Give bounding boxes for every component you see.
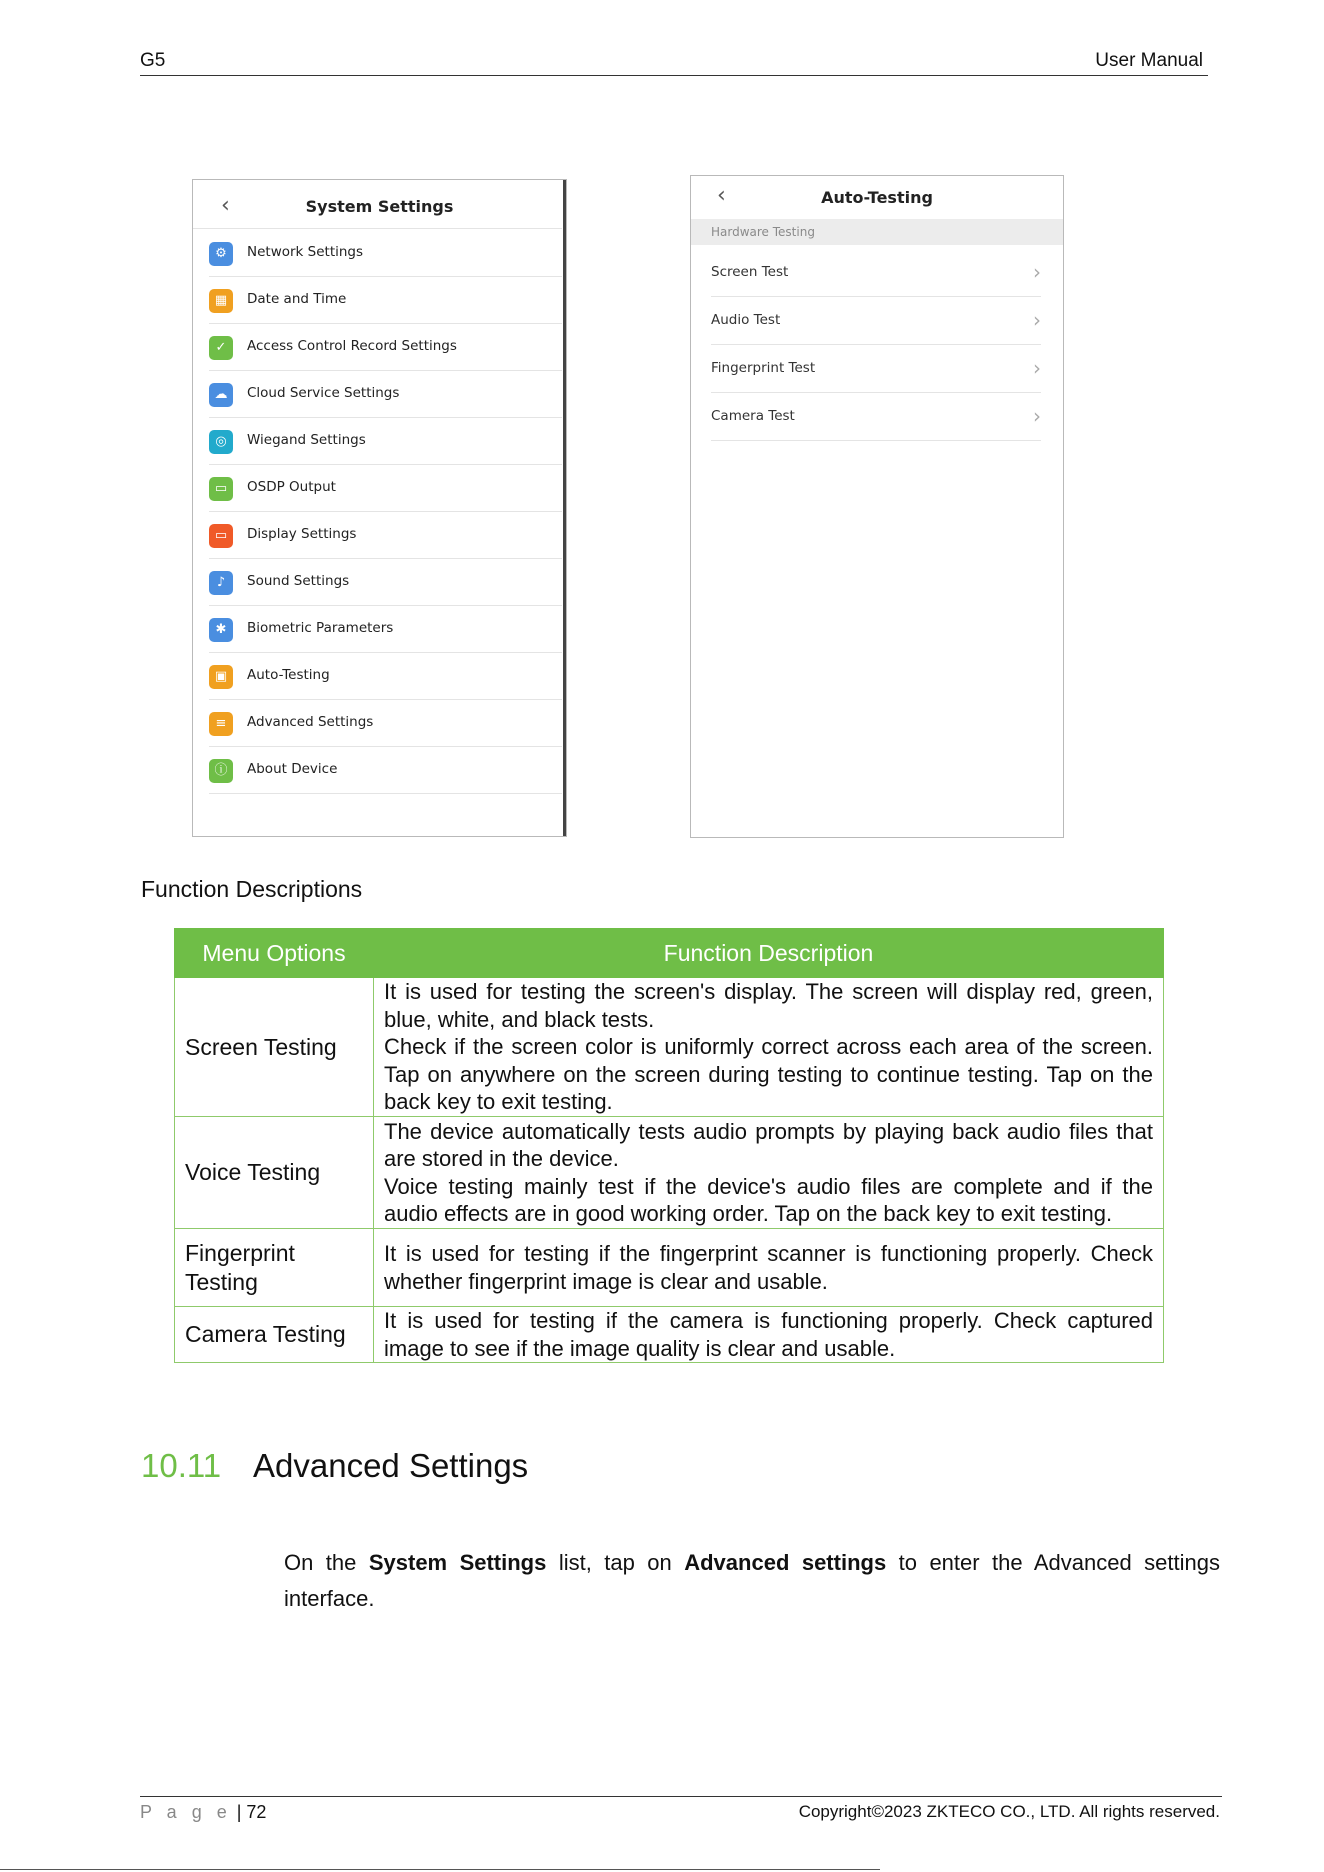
- section-band: [691, 219, 1063, 245]
- divider: [209, 276, 562, 277]
- table-row: [175, 1307, 1164, 1363]
- table-header-row: [175, 929, 1164, 978]
- divider: [209, 746, 562, 747]
- menu-item[interactable]: [209, 278, 562, 324]
- paragraph-bold-system-settings: System Settings: [368, 1550, 547, 1575]
- menu-item-label: Biometric Parameters: [247, 620, 394, 636]
- paragraph-bold-advanced-settings: Advanced settings: [684, 1550, 887, 1575]
- table-row: [175, 1229, 1164, 1307]
- divider: [209, 323, 562, 324]
- menu-item[interactable]: [209, 372, 562, 418]
- divider: [209, 417, 562, 418]
- footer-copyright: Copyright©2023 ZKTECO CO., LTD. All rights reserved.: [798, 1802, 1220, 1821]
- header-doc-title: G5: [140, 50, 166, 71]
- menu-item-label: Sound Settings: [247, 573, 350, 589]
- menu-item-label: OSDP Output: [247, 479, 336, 495]
- back-arrow-icon[interactable]: ‹: [717, 183, 726, 208]
- divider: [209, 464, 562, 465]
- menu-item[interactable]: [209, 607, 562, 653]
- divider: [209, 558, 562, 559]
- chevron-right-icon: ›: [1033, 260, 1041, 284]
- menu-item[interactable]: [209, 231, 562, 277]
- function-description: [374, 1307, 1164, 1363]
- test-item[interactable]: [711, 249, 1041, 297]
- test-item-label: Audio Test: [711, 312, 781, 328]
- description-line: The device automatically tests audio prompts by playing back audio files that are stored in the device.: [384, 1118, 1153, 1171]
- menu-item[interactable]: [209, 325, 562, 371]
- menu-option: Fingerprint Testing: [175, 1229, 374, 1307]
- paragraph-text: to enter the Advanced settings interface.: [284, 1550, 1220, 1611]
- title-divider: [193, 228, 562, 229]
- record-check-icon: ✓: [209, 336, 233, 360]
- test-item-label: Screen Test: [711, 264, 789, 280]
- section-paragraph: [284, 1545, 1220, 1617]
- screen-title: System Settings: [305, 197, 454, 216]
- table-row: [175, 1117, 1164, 1229]
- description-line: It is used for testing if the fingerprint scanner is functioning properly. Check whether fingerprint image is clear and usable.: [384, 1241, 1153, 1294]
- description-line: It is used for testing if the camera is functioning properly. Check captured image to see if the image quality is clear and usable.: [384, 1308, 1153, 1361]
- test-item[interactable]: [711, 297, 1041, 345]
- function-description: [374, 978, 1164, 1117]
- description-line: Voice testing mainly test if the device's audio files are complete and if the audio effects are in good working order. Tap on the back key to exit testing.: [384, 1173, 1153, 1226]
- system-settings-screenshot: [192, 179, 567, 837]
- biometric-icon: ✱: [209, 618, 233, 642]
- section-number: 10.11: [141, 1447, 222, 1484]
- menu-item-label: Display Settings: [247, 526, 357, 542]
- menu-item-label: Auto-Testing: [247, 667, 330, 683]
- description-line: Check if the screen color is uniformly correct across each area of the screen. Tap on anywhere on the screen during testing to continue testing. Tap on the back key to exit testing.: [384, 1034, 1153, 1115]
- menu-item[interactable]: [209, 701, 562, 747]
- test-item-label: Fingerprint Test: [711, 360, 816, 376]
- table-row: [175, 978, 1164, 1117]
- function-descriptions-table: [174, 928, 1164, 1363]
- divider: [209, 793, 562, 794]
- test-item[interactable]: [711, 393, 1041, 441]
- chevron-right-icon: ›: [1033, 308, 1041, 332]
- function-description: [374, 1117, 1164, 1229]
- menu-item-label: Cloud Service Settings: [247, 385, 400, 401]
- back-arrow-icon[interactable]: ‹: [221, 193, 230, 218]
- menu-item[interactable]: [209, 654, 562, 700]
- menu-option: Camera Testing: [175, 1307, 374, 1363]
- page-bottom-rule: [0, 1869, 880, 1870]
- paragraph-text: list, tap on: [546, 1550, 685, 1575]
- cloud-icon: ☁: [209, 383, 233, 407]
- divider: [209, 511, 562, 512]
- menu-option: Voice Testing: [175, 1117, 374, 1229]
- menu-item-label: About Device: [247, 761, 338, 777]
- auto-test-icon: ▣: [209, 665, 233, 689]
- chevron-right-icon: ›: [1033, 404, 1041, 428]
- wiegand-icon: ◎: [209, 430, 233, 454]
- column-header-function-description: Function Description: [374, 929, 1164, 978]
- description-line: It is used for testing the screen's display. The screen will display red, green, blue, white, and black tests.: [384, 979, 1153, 1032]
- divider: [209, 652, 562, 653]
- section-title: Advanced Settings: [253, 1447, 529, 1484]
- sound-icon: ♪: [209, 571, 233, 595]
- menu-item-label: Advanced Settings: [247, 714, 374, 730]
- osdp-icon: ▭: [209, 477, 233, 501]
- chevron-right-icon: ›: [1033, 356, 1041, 380]
- divider: [209, 699, 562, 700]
- section-label: Hardware Testing: [711, 225, 815, 239]
- menu-item-label: Wiegand Settings: [247, 432, 366, 448]
- auto-testing-screenshot: [690, 175, 1064, 838]
- page-label: P a g e: [140, 1802, 232, 1822]
- menu-item-label: Date and Time: [247, 291, 347, 307]
- about-device-icon: ⓘ: [209, 759, 233, 783]
- function-description: [374, 1229, 1164, 1307]
- function-descriptions-heading: Function Descriptions: [141, 876, 363, 902]
- footer-rule: [140, 1796, 1222, 1797]
- network-icon: ⚙: [209, 242, 233, 266]
- calendar-icon: ▦: [209, 289, 233, 313]
- footer-page-number: [140, 1802, 266, 1823]
- menu-option: Screen Testing: [175, 978, 374, 1117]
- divider: [209, 605, 562, 606]
- sliders-icon: ≡: [209, 712, 233, 736]
- menu-item[interactable]: [209, 419, 562, 465]
- menu-item[interactable]: [209, 748, 562, 794]
- test-item-label: Camera Test: [711, 408, 795, 424]
- page-number: | 72: [236, 1802, 267, 1822]
- scrollbar: [563, 180, 566, 836]
- header-manual-label: User Manual: [1095, 50, 1203, 71]
- display-icon: ▭: [209, 524, 233, 548]
- paragraph-text: On the: [284, 1550, 369, 1575]
- test-item[interactable]: [711, 345, 1041, 393]
- divider: [209, 370, 562, 371]
- menu-item[interactable]: [209, 466, 562, 512]
- menu-item-label: Network Settings: [247, 244, 364, 260]
- divider: [711, 440, 1041, 441]
- screen-title: Auto-Testing: [821, 188, 933, 207]
- column-header-menu-options: Menu Options: [175, 929, 374, 978]
- menu-item[interactable]: [209, 560, 562, 606]
- menu-item[interactable]: [209, 513, 562, 559]
- menu-item-label: Access Control Record Settings: [247, 338, 457, 354]
- header-rule: [140, 75, 1208, 76]
